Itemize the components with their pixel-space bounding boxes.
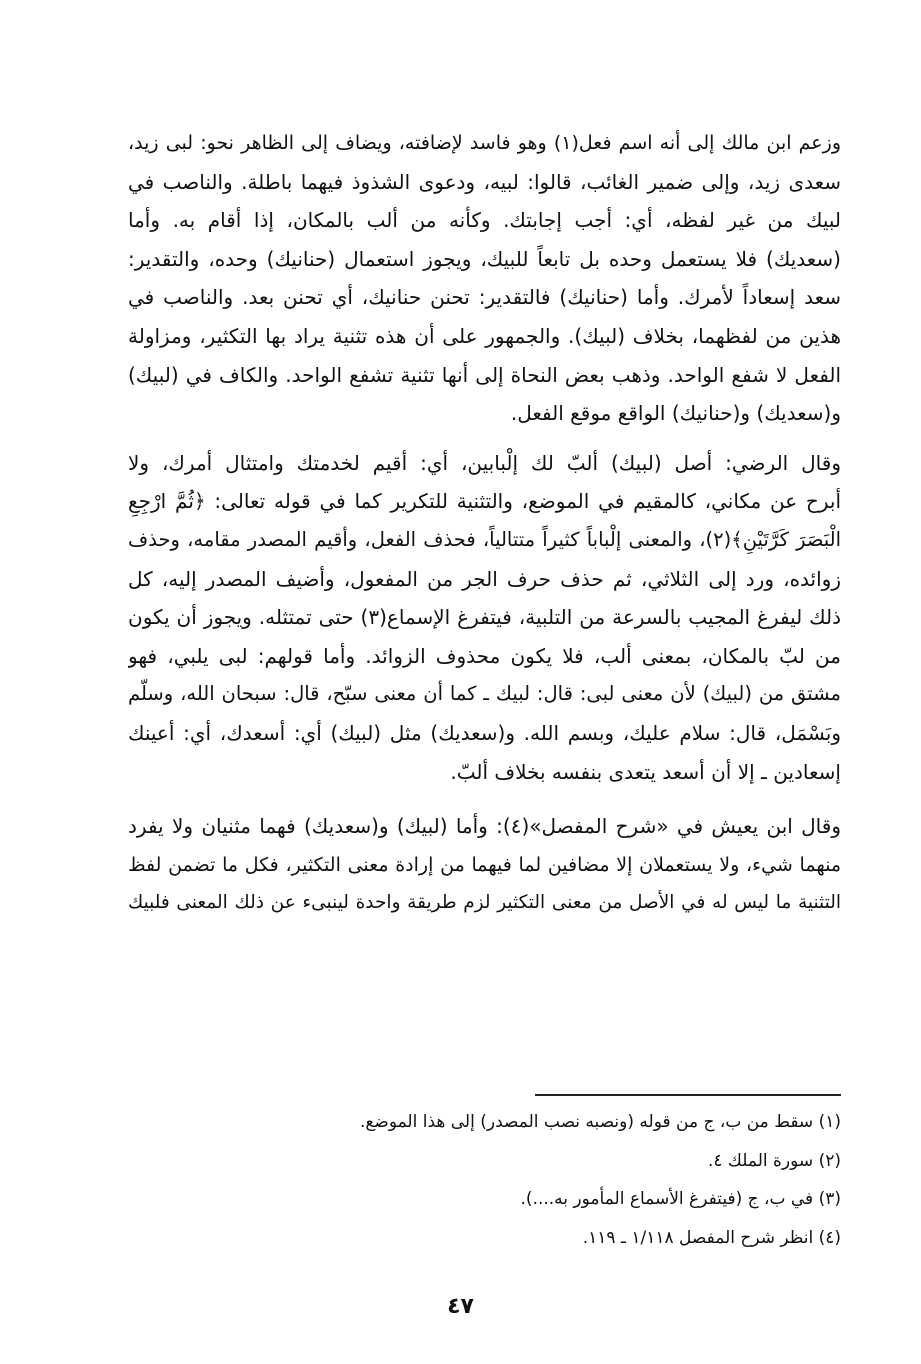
- paragraph-1: [128, 124, 841, 433]
- text-line: سعدى زيد، وإلى ضمير الغائب، قالوا: لبيه، ودعوى الشذوذ فيهما باطلة. والناصب في: [128, 169, 841, 194]
- footnote-4: (٤) انظر شرح المفصل ١/١١٨ ـ ١١٩.: [582, 1227, 841, 1248]
- main-text: [128, 124, 841, 923]
- text-line: منهما شيء، ولا يستعملان إلا مضافين لما فيهما من إرادة معنى التكثير، فكل ما تضمن لفظ: [128, 853, 841, 876]
- footnote-separator: [535, 1094, 841, 1096]
- text-line: سعد إسعاداً لأمرك. وأما (حنانيك) فالتقدير: تحنن حنانيك، أي تحنن بعد. والناصب في: [128, 285, 841, 310]
- text-line: وزعم ابن مالك إلى أنه اسم فعل(١) وهو فاسد لإضافته، ويضاف إلى الظاهر نحو: لبى زيد،: [128, 132, 841, 154]
- text-line: الْبَصَرَ كَرَّتَيْنِ﴾(٢)، والمعنى إلْباباً كثيراً متتالياً، فحذف الفعل، وأقيم المصدر مقامه، وحذف: [128, 527, 841, 551]
- text-line: زوائده، ورد إلى الثلاثي، ثم حذف حرف الجر من المفعول، وأضيف المصدر إليه، كل: [128, 566, 841, 591]
- text-line: وبَسْمَل، قال: سلام عليك، وبسم الله. و(سعديك) مثل (لبيك) أي: أسعدك، أي: أعينك: [128, 720, 841, 745]
- page-number: ٤٧: [447, 1294, 474, 1319]
- paragraph-3: [128, 807, 841, 923]
- text-line: وقال الرضي: أصل (لبيك) ألبّ لك إلْبابين، أي: أقيم لخدمتك وامتثال أمرك، ولا: [128, 450, 841, 475]
- footnote-3: (٣) في ب، ج (فيتفرغ الأسماع المأمور به....).: [520, 1189, 841, 1209]
- footnote-2: (٢) سورة الملك ٤.: [707, 1150, 841, 1171]
- text-line: الفعل لا شفع الواحد. وذهب بعض النحاة إلى أنها تثنية تشفع الواحد. والكاف في (لبيك): [128, 362, 841, 387]
- text-line: التثنية ما ليس له في الأصل من معنى التكثير لزم طريقة واحدة لينبىء عن ذلك المعنى فلبيك: [128, 892, 841, 914]
- text-line: وقال ابن يعيش في «شرح المفصل»(٤): وأما (لبيك) و(سعديك) فهما مثنيان ولا يفرد: [128, 814, 841, 839]
- paragraph-2: [128, 444, 841, 791]
- text-line: ذلك ليفرغ المجيب بالسرعة من التلبية، فيتفرغ الإسماع(٣) حتى تمتثله. ويجوز أن يكون: [128, 605, 841, 630]
- text-line: و(سعديك) و(حنانيك) الواقع موقع الفعل.: [510, 401, 841, 426]
- text-line: لبيك من غير لفظه، أي: أجب إجابتك. وكأنه من ألب بالمكان، إذا أقام به. وأما: [128, 208, 841, 233]
- text-line: (سعديك) فلا يستعمل وحده بل تابعاً للبيك، ويجوز استعمال (حنانيك) وحده، والتقدير:: [128, 246, 841, 271]
- text-line: هذين من لفظهما، بخلاف (لبيك). والجمهور على أن هذه تثنية يراد بها التكثير، ومزاولة: [128, 323, 841, 348]
- footnotes: [128, 1103, 841, 1257]
- text-line: أبرح عن مكاني، كالمقيم في الموضع، والتثنية للتكرير كما في قوله تعالى: ﴿ثُمَّ ارْجِعِ: [128, 489, 841, 514]
- text-line: مشتق من (لبيك) لأن معنى لبى: قال: لبيك ـ كما أن معنى سبّح، قال: سبحان الله، وسلّم: [128, 682, 841, 706]
- text-line: إسعادين ـ إلا أن أسعد يتعدى بنفسه بخلاف ألبّ.: [450, 759, 841, 784]
- text-line: من لبّ بالمكان، بمعنى ألب، فلا يكون محذوف الزوائد. وأما قولهم: لبى يلبي، فهو: [128, 643, 841, 668]
- footnote-1: (١) سقط من ب، ج من قوله (ونصبه نصب المصدر) إلى هذا الموضع.: [359, 1112, 841, 1132]
